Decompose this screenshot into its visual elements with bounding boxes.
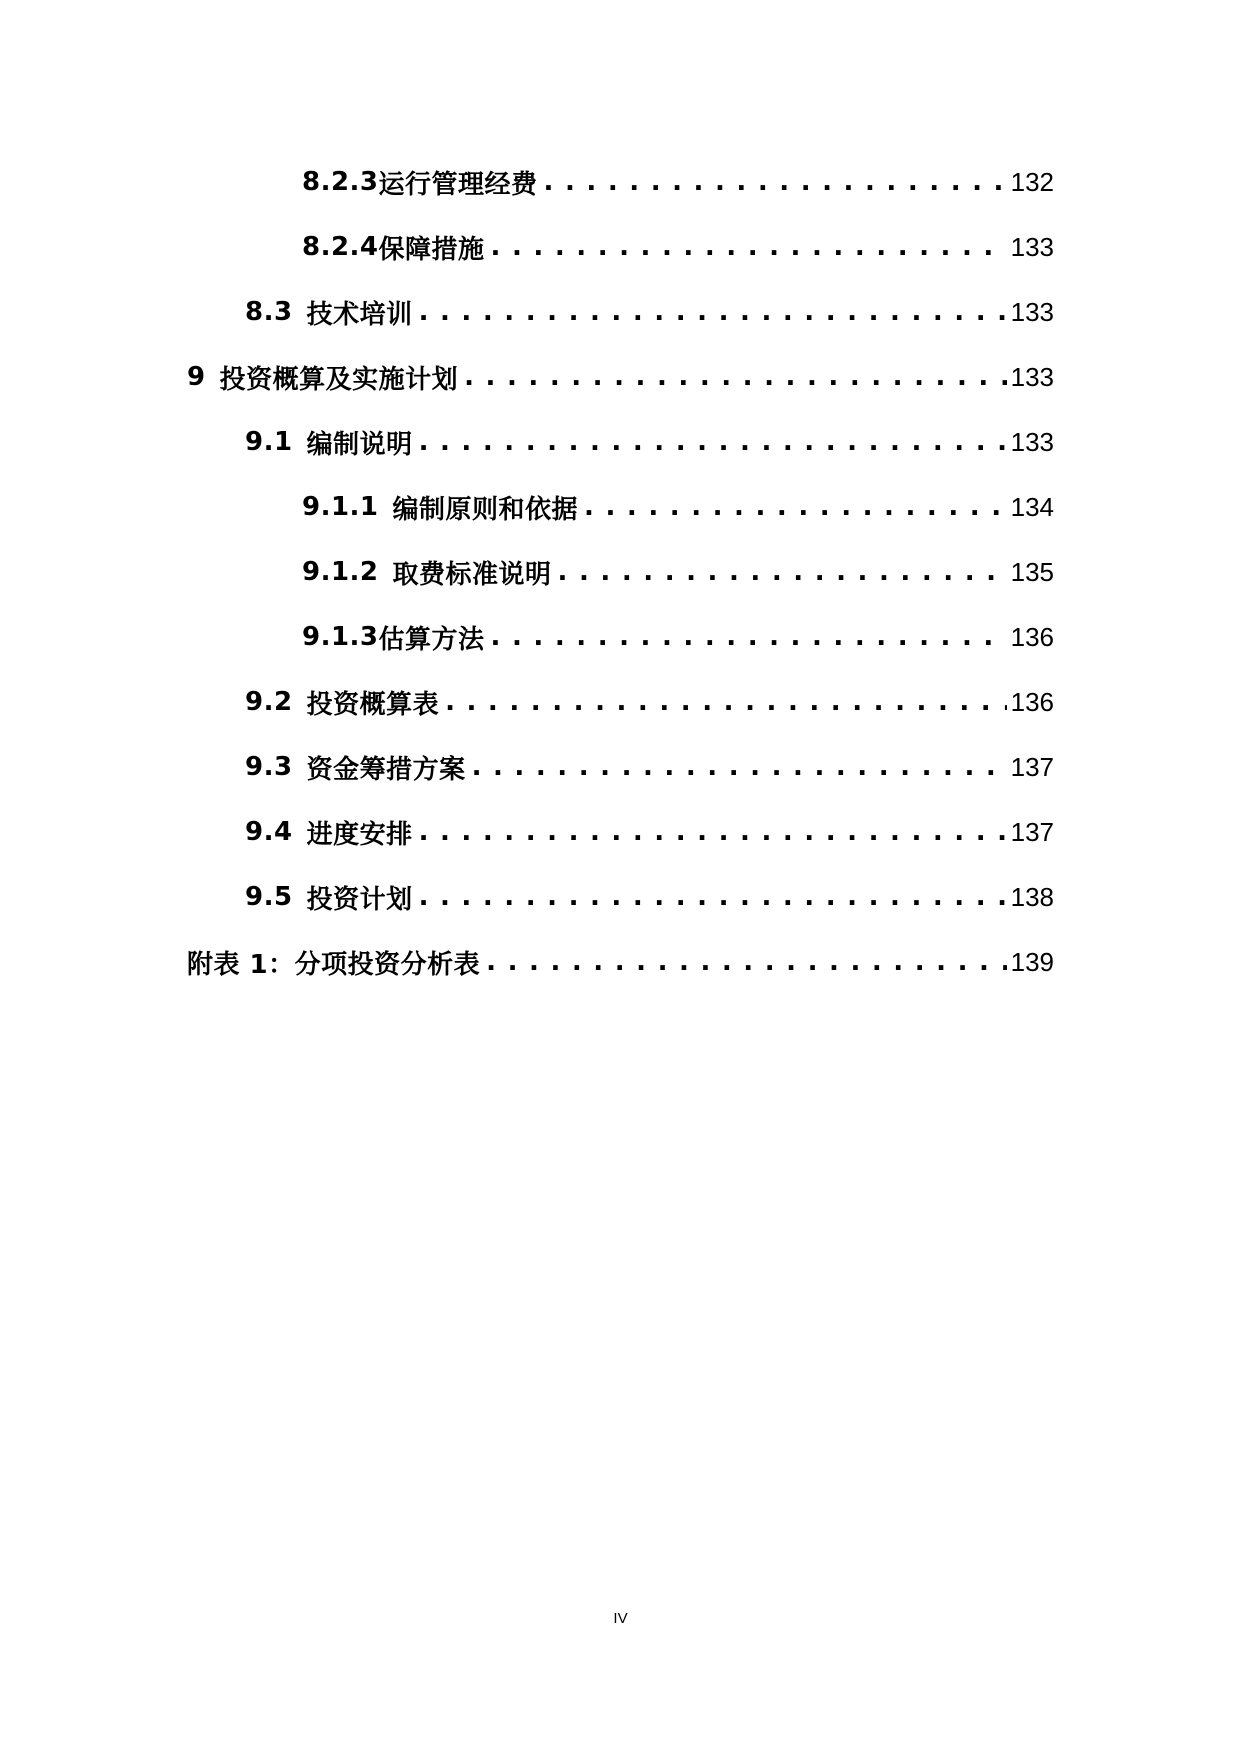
toc-entry-9[interactable] xyxy=(187,357,1054,397)
toc-entry-number: 8.2.3 xyxy=(302,167,379,197)
toc-entry-number: 9.3 xyxy=(245,752,293,782)
dot-leader xyxy=(419,427,1007,457)
toc-entry-title: 投资概算及实施计划 xyxy=(219,364,459,395)
toc-entry-9-1[interactable] xyxy=(245,422,1054,462)
dot-leader xyxy=(464,362,1007,392)
toc-entry-page: 133 xyxy=(1010,231,1054,262)
toc-entry-9-1-2[interactable] xyxy=(302,552,1054,592)
toc-entry-title: 估算方法 xyxy=(378,624,485,655)
toc-entry-title: 技术培训 xyxy=(306,299,413,330)
toc-entry-number: 9.1 xyxy=(245,427,293,457)
toc-entry-page: 133 xyxy=(1010,361,1054,392)
dot-leader xyxy=(419,817,1007,847)
toc-entry-title: 取费标准说明 xyxy=(392,559,552,590)
toc-entry-8-2-3[interactable] xyxy=(302,162,1054,202)
toc-entry-page: 136 xyxy=(1010,621,1054,652)
toc-entry-number: 9.5 xyxy=(245,882,293,912)
toc-entry-9-3[interactable] xyxy=(245,747,1054,787)
dot-leader xyxy=(544,167,1007,197)
toc-entry-page: 133 xyxy=(1010,296,1054,327)
toc-entry-title: 投资概算表 xyxy=(306,689,440,720)
toc-entry-8-2-4[interactable] xyxy=(302,227,1054,267)
toc-entry-9-1-1[interactable] xyxy=(302,487,1054,527)
toc-entry-title: 资金筹措方案 xyxy=(306,754,466,785)
toc-entry-title: 保障措施 xyxy=(378,234,485,265)
toc-entry-page: 139 xyxy=(1010,946,1054,977)
dot-leader xyxy=(445,687,1007,717)
toc-entry-number: 9.1.2 xyxy=(302,557,379,587)
toc-entry-page: 132 xyxy=(1010,166,1054,197)
toc-entry-title: 附表 1：分项投资分析表 xyxy=(187,949,481,980)
toc-entry-page: 137 xyxy=(1010,816,1054,847)
toc-entry-title: 运行管理经费 xyxy=(378,169,538,200)
dot-leader xyxy=(419,297,1007,327)
toc-entry-title: 编制原则和依据 xyxy=(392,494,579,525)
toc-entry-title: 投资计划 xyxy=(306,884,413,915)
toc-entry-9-1-3[interactable] xyxy=(302,617,1054,657)
toc-entry-number: 9.1.3 xyxy=(302,622,379,652)
toc-entry-9-2[interactable] xyxy=(245,682,1054,722)
toc-entry-page: 137 xyxy=(1010,751,1054,782)
toc-entry-9-5[interactable] xyxy=(245,877,1054,917)
dot-leader xyxy=(472,752,1007,782)
toc-entry-title: 进度安排 xyxy=(306,819,413,850)
toc-entry-page: 136 xyxy=(1010,686,1054,717)
dot-leader xyxy=(491,232,1007,262)
toc-entry-page: 133 xyxy=(1010,426,1054,457)
toc-entry-number: 8.2.4 xyxy=(302,232,379,262)
toc-entry-page: 135 xyxy=(1010,556,1054,587)
toc-entry-number: 9.2 xyxy=(245,687,293,717)
toc-entry-title: 编制说明 xyxy=(306,429,413,460)
dot-leader xyxy=(486,947,1006,977)
dot-leader xyxy=(491,622,1007,652)
toc-entry-8-3[interactable] xyxy=(245,292,1054,332)
page-number-footer: IV xyxy=(613,1610,628,1627)
toc-entry-9-4[interactable] xyxy=(245,812,1054,852)
toc-entry-number: 9.4 xyxy=(245,817,293,847)
toc-entry-appendix-1[interactable] xyxy=(187,942,1054,982)
toc-entry-number: 8.3 xyxy=(245,297,293,327)
dot-leader xyxy=(584,492,1007,522)
dot-leader xyxy=(558,557,1007,587)
toc-entry-number: 9.1.1 xyxy=(302,492,379,522)
dot-leader xyxy=(419,882,1007,912)
toc-entry-page: 138 xyxy=(1010,881,1054,912)
toc-entry-number: 9 xyxy=(187,362,206,392)
toc-entry-page: 134 xyxy=(1010,491,1054,522)
